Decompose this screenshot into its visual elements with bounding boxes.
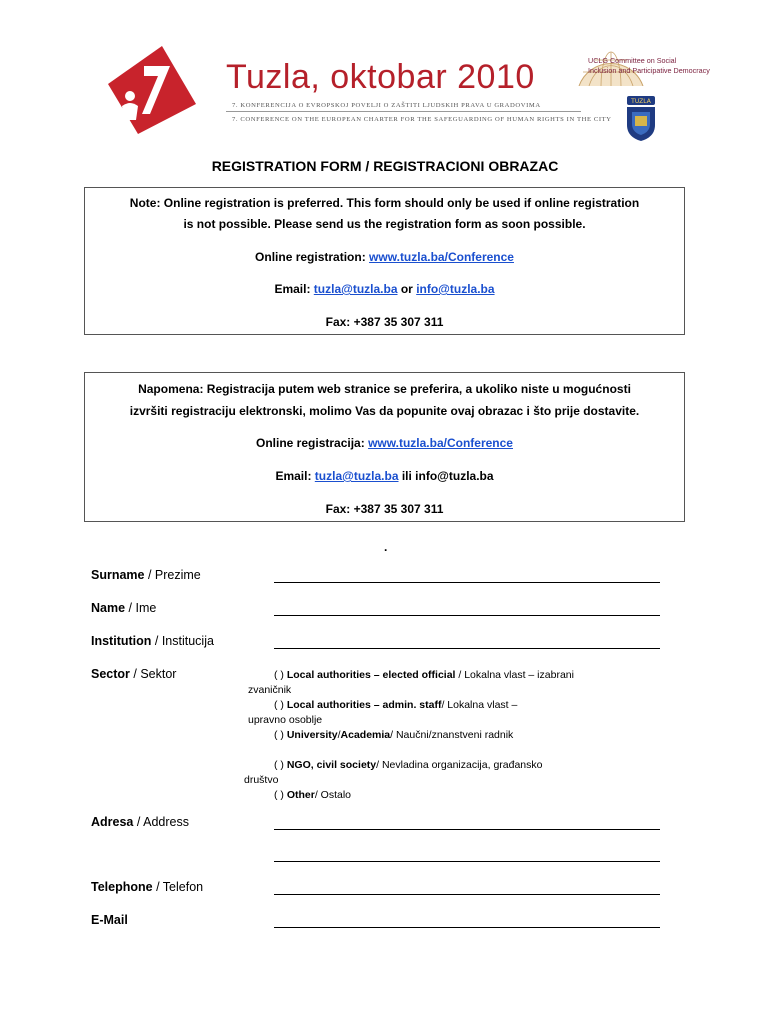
sector-option-admin-staff[interactable]: ( ) Local authorities – admin. staff/ Lokalna vlast – <box>274 699 518 711</box>
conference-title: Tuzla, oktobar 2010 <box>226 58 535 96</box>
email-line-bs: Email: tuzla@tuzla.ba ili info@tuzla.ba <box>275 469 494 483</box>
form-title: REGISTRATION FORM / REGISTRACIONI OBRAZAC <box>211 158 559 174</box>
sector-option-elected-official[interactable]: ( ) Local authorities – elected official / Lokalna vlast – izabrani <box>274 669 574 681</box>
conference-subtitle-en: 7. CONFERENCE ON THE EUROPEAN CHARTER FOR THE SAFEGUARDING OF HUMAN RIGHTS IN THE CITY <box>232 116 612 123</box>
conference-logo <box>100 44 198 136</box>
sector-option-university[interactable]: ( ) University/Academia/ Naučni/znanstveni radnik <box>274 729 514 741</box>
email-line: Email: tuzla@tuzla.ba or info@tuzla.ba <box>274 282 495 296</box>
note-line-1: Note: Online registration is preferred. This form should only be used if online registration <box>129 196 640 210</box>
surname-label: Surname / Prezime <box>91 568 201 582</box>
email-label: E-Mail <box>91 913 128 927</box>
header-divider <box>226 111 581 112</box>
svg-text:TUZLA: TUZLA <box>631 98 651 105</box>
conference-subtitle-bs: 7. KONFERENCIJA O EVROPSKOJ POVELJI O ZAŠTITI LJUDSKIH PRAVA U GRADOVIMA <box>232 102 541 109</box>
telephone-label: Telephone / Telefon <box>91 880 204 894</box>
address-label: Adresa / Address <box>91 815 189 829</box>
separator-dot: . <box>384 540 388 554</box>
uclg-committee-text: UCLG Committee on Social Inclusion and Participative Democracy <box>588 56 710 75</box>
fax-line-bs: Fax: +387 35 307 311 <box>325 502 444 516</box>
address-field-line1[interactable] <box>274 829 660 830</box>
sector-option-ngo-wrap: društvo <box>244 774 279 786</box>
note-line-2: is not possible. Please send us the registration form as soon possible. <box>183 217 586 231</box>
tuzla-crest-icon <box>624 96 658 142</box>
telephone-field[interactable] <box>274 894 660 895</box>
conference-link-bs[interactable]: www.tuzla.ba/Conference <box>368 436 513 450</box>
institution-label: Institution / Institucija <box>91 634 214 648</box>
note-box-bosnian <box>84 372 685 522</box>
online-registration-line: Online registration: www.tuzla.ba/Conference <box>255 250 514 264</box>
email-link-tuzla-bs[interactable]: tuzla@tuzla.ba <box>314 469 399 483</box>
sector-option-elected-official-wrap: zvaničnik <box>248 684 292 696</box>
name-label: Name / Ime <box>91 601 157 615</box>
email-link-info[interactable]: info@tuzla.ba <box>416 282 495 296</box>
napomena-line-2: izvršiti registraciju elektronski, molimo Vas da popunite ovaj obrazac i što prije dostavite. <box>129 404 640 418</box>
institution-field[interactable] <box>274 648 660 649</box>
email-field[interactable] <box>274 927 660 928</box>
name-field[interactable] <box>274 615 660 616</box>
address-field-line2[interactable] <box>274 861 660 862</box>
fax-line: Fax: +387 35 307 311 <box>325 315 444 329</box>
napomena-line-1: Napomena: Registracija putem web stranice se preferira, a ukoliko niste u mogućnosti <box>138 382 631 396</box>
sector-option-other[interactable]: ( ) Other/ Ostalo <box>274 789 352 801</box>
sector-option-ngo[interactable]: ( ) NGO, civil society/ Nevladina organizacija, građansko <box>274 759 543 771</box>
sector-option-admin-staff-wrap: upravno osoblje <box>248 714 323 726</box>
conference-link[interactable]: www.tuzla.ba/Conference <box>369 250 514 264</box>
sector-label: Sector / Sektor <box>91 667 177 681</box>
note-box-english <box>84 187 685 335</box>
online-registracija-line: Online registracija: www.tuzla.ba/Conference <box>256 436 513 450</box>
surname-field[interactable] <box>274 582 660 583</box>
email-link-tuzla[interactable]: tuzla@tuzla.ba <box>313 282 398 296</box>
